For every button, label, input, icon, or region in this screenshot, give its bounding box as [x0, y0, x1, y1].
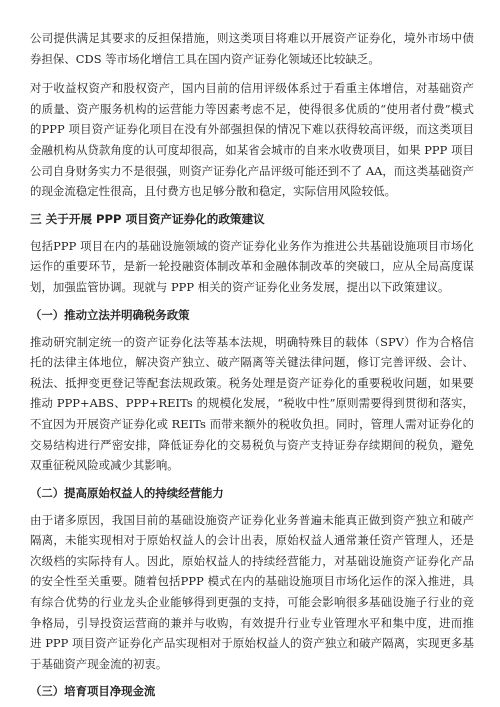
subheading-legislation-tax: （一）推动立法并明确税务政策 — [30, 307, 190, 322]
paragraph-counter-guarantee: 公司提供满足其要求的反担保措施，则这类项目将难以开展资产证券化，境外市场中债券担保、CDS 等市场化增信工具在国内资产证券化领域还比较缺乏。 — [30, 31, 474, 66]
document-page — [30, 28, 474, 702]
subheading-net-cash-flow: （三）培育项目净现金流 — [30, 684, 156, 699]
paragraph-legislation-tax: 推动研究制定统一的资产证券化法等基本法规，明确特殊目的载体（SPV）作为合格信托的法律主体地位，解决资产独立、破产隔离等关键法律问题，修订完善评级、会计、税法、抵押变更登记等配套法规政策。税务处理是资产证券化的重要税收问题，如果要推动 PPP+ABS、PPP+REITs 的规模化发展，“税收中性”原则需要得到贯彻和落实，不宜因为开展资产证券化或 REITs 而带来额外的税收负担。同时，管理人需对证券化的交易结构进行严密安排，降低证券化的交易税负与资产支持证券存续期间的税负，避免双重征税风险或减少其影响。 — [30, 334, 474, 473]
paragraph-operating-capacity: 由于诸多原因，我国目前的基础设施资产证券化业务普遍未能真正做到资产独立和破产隔离，未能实现相对于原始权益人的会计出表，原始权益人通常兼任资产管理人，还是次级档的实际持有人。因此，原始权益人的持续经营能力，对基础设施资产证券化产品的安全性至关重要。随着包括PPP 模式在内的基础设施项目市场化运作的深入推进，具有综合优势的行业龙头企业能够得到更强的支持，可能会影响很多基础设施子行业的竞争格局，引导投资运营商的兼并与收购，有效提升行业专业管理水平和集中度，进而推进 PPP 项目资产证券化产品实现相对于原始权益人的资产独立和破产隔离，实现更多基于基础资产现金流的初衷。 — [30, 512, 474, 671]
paragraph-policy-intro: 包括PPP 项目在内的基础设施领域的资产证券化业务作为推进公共基础设施项目市场化运作的重要环节，是新一轮投融资体制改革和金融体制改革的突破口，应从全局高度谋划，加强监管协调。现就与 PPP 相关的资产证券化业务发展，提出以下政策建议。 — [30, 238, 474, 294]
subheading-operating-capacity: （二）提高原始权益人的持续经营能力 — [30, 485, 224, 500]
paragraph-credit-rating: 对于收益权资产和股权资产，国内目前的信用评级体系过于看重主体增信，对基础资产的质量、资产服务机构的运营能力等因素考虑不足，使得很多优质的“使用者付费”模式的PPP 项目资产证券化项目在没有外部强担保的情况下难以获得较高评级，而这类项目金融机构从贷款角度的认可度却很高，如某省会城市的自来水收费项目，如果 PPP 项目公司自身财务实力不是很强，则资产证券化产品评级可能还到不了 AA，而这类基础资产的现金流稳定性很高，且付费方也足够分散和稳定，实际信用风险较低。 — [30, 81, 474, 199]
section-heading-policy-suggestions: 三 关于开展 PPP 项目资产证券化的政策建议 — [30, 211, 265, 226]
